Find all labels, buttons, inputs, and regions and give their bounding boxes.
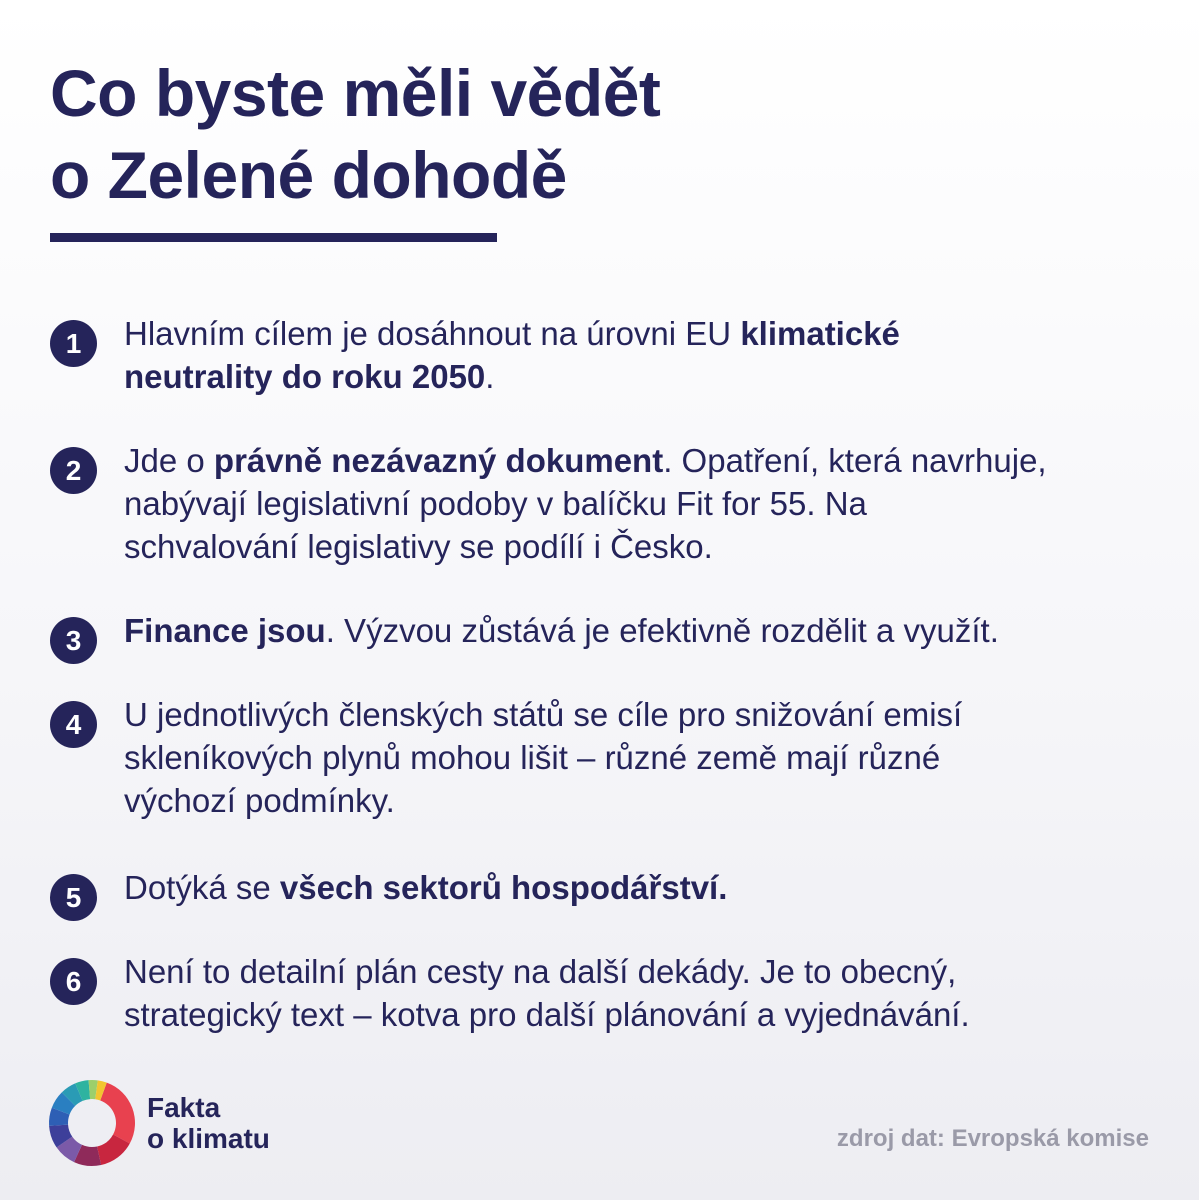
- body-text: .: [485, 358, 495, 395]
- item-number-badge: 4: [50, 701, 97, 748]
- item-number-badge: 3: [50, 617, 97, 664]
- emphasis-text: právně nezávazný dokument: [213, 442, 664, 479]
- body-text: schvalování legislativy se podílí i Česko.: [124, 528, 713, 565]
- item-text-line: [124, 779, 1170, 822]
- emphasis-text: klimatické: [740, 315, 900, 352]
- body-text: Dotýká se: [124, 869, 280, 906]
- item-text: [124, 312, 1170, 398]
- body-text: strategický text – kotva pro další plánování a vyjednávání.: [124, 996, 970, 1033]
- body-text: Hlavním cílem je dosáhnout na úrovni EU: [124, 315, 741, 352]
- source-note: zdroj dat: Evropská komise: [836, 1125, 1149, 1152]
- item-text-line: [124, 482, 1170, 525]
- item-text: [124, 866, 1170, 909]
- item-text-line: [124, 312, 1170, 355]
- body-text: Není to detailní plán cesty na další dekády. Je to obecný,: [124, 953, 957, 990]
- emphasis-text: neutrality do roku 2050: [124, 358, 486, 395]
- emphasis-text: všech sektorů hospodářství.: [279, 869, 728, 906]
- item-text-line: [124, 950, 1170, 993]
- item-text-line: [124, 693, 1170, 736]
- item-text-line: [124, 736, 1170, 779]
- emphasis-text: Finance jsou: [124, 612, 326, 649]
- item-text-line: [124, 993, 1170, 1036]
- item-text-line: [124, 355, 1170, 398]
- item-text-line: [124, 525, 1170, 568]
- body-text: skleníkových plynů mohou lišit – různé země mají různé: [124, 739, 941, 776]
- logo-ring-segment: [100, 1083, 135, 1144]
- item-text: [124, 693, 1170, 822]
- fakta-o-klimatu-logo: [48, 1079, 136, 1167]
- body-text: . Výzvou zůstává je efektivně rozdělit a využít.: [325, 612, 999, 649]
- item-number-badge: 5: [50, 874, 97, 921]
- item-text-line: [124, 866, 1170, 909]
- logo-ring: [49, 1080, 135, 1166]
- title-line-1: Co byste měli vědět: [50, 56, 661, 130]
- brand-line-1: Fakta: [147, 1092, 221, 1123]
- body-text: . Opatření, která navrhuje,: [663, 442, 1047, 479]
- item-number-badge: 6: [50, 958, 97, 1005]
- title-line-2: o Zelené dohodě: [50, 138, 567, 212]
- item-text: [124, 439, 1170, 568]
- item-number-badge: 1: [50, 320, 97, 367]
- body-text: výchozí podmínky.: [124, 782, 395, 819]
- brand-name: [147, 1092, 270, 1154]
- item-text-line: [124, 439, 1170, 482]
- body-text: Jde o: [124, 442, 214, 479]
- brand-line-2: o klimatu: [147, 1123, 270, 1154]
- item-text-line: [124, 609, 1170, 652]
- page-title: [50, 52, 660, 216]
- item-number-badge: 2: [50, 447, 97, 494]
- item-text: [124, 950, 1170, 1036]
- body-text: nabývají legislativní podoby v balíčku Fit for 55. Na: [124, 485, 867, 522]
- body-text: U jednotlivých členských států se cíle pro snižování emisí: [124, 696, 963, 733]
- title-underline: [50, 233, 497, 242]
- item-text: [124, 609, 1170, 652]
